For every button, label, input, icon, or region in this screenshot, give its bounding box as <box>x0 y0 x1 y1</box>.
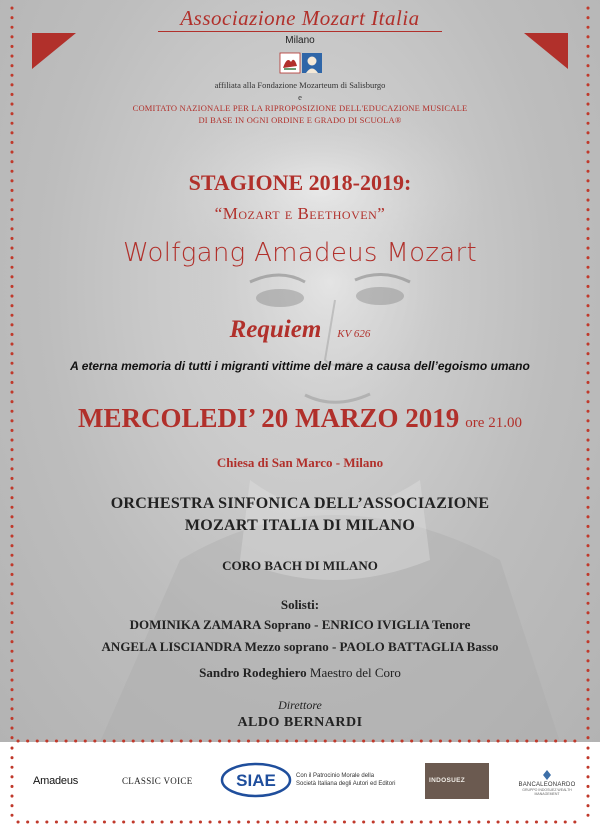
season-title: STAGIONE 2018-2019: <box>188 170 412 195</box>
work-title: Requiem <box>229 316 322 343</box>
event-venue: Chiesa di San Marco - Milano <box>216 455 384 470</box>
sponsor-indosuez-logo <box>425 763 489 799</box>
work-title-line <box>0 316 600 344</box>
conjunction-text: e <box>298 92 302 102</box>
soloists-line-1: DOMINIKA ZAMARA Soprano - ENRICO IVIGLIA Tenore <box>129 617 471 632</box>
soloists-line-2: ANGELA LISCIANDRA Mezzo soprano - PAOLO BATTAGLIA Basso <box>101 639 499 654</box>
association-logos <box>279 52 323 74</box>
composer-name: Wolfgang Amadeus Mozart <box>123 238 477 268</box>
sponsor-classic-voice-logo: CLASSIC VOICE <box>122 776 193 786</box>
event-date-line <box>0 403 600 434</box>
choir-master-name: Sandro Rodeghiero <box>199 665 307 680</box>
director-label: Direttore <box>278 698 322 712</box>
patronage-line-2: Società Italiana degli Autori ed Editori <box>296 781 396 787</box>
event-time: ore 21.00 <box>465 415 522 431</box>
association-city: Milano <box>285 35 315 46</box>
sponsor-bancaleonardo-logo <box>514 772 580 796</box>
soloists-label: Solisti: <box>280 597 320 612</box>
sponsor-siae-logo <box>220 762 292 798</box>
affiliation-text: affiliata alla Fondazione Mozarteum di Salisburgo <box>214 80 386 90</box>
association-name: Associazione Mozart Italia <box>180 6 420 30</box>
patronage-text <box>296 772 406 788</box>
choir-master-line <box>0 665 600 681</box>
bancaleonardo-subtitle: GRUPPO INDOSUEZ WEALTH MANAGEMENT <box>522 788 572 796</box>
bancaleonardo-mark-icon <box>542 770 552 780</box>
committee-line-2: DI BASE IN OGNI ORDINE E GRADO DI SCUOLA® <box>198 115 402 125</box>
season-subtitle: “Mozart e Beethoven” <box>214 204 386 223</box>
orchestra-line-2: MOZART ITALIA DI MILANO <box>184 517 416 534</box>
siae-logo-text: SIAE <box>236 771 276 790</box>
committee-line-1: COMITATO NAZIONALE PER LA RIPROPOSIZIONE DELL'EDUCAZIONE MUSICALE <box>132 103 468 113</box>
director-name: ALDO BERNARDI <box>237 715 363 730</box>
choir-name: CORO BACH DI MILANO <box>222 558 378 573</box>
choir-master-role: Maestro del Coro <box>309 665 401 680</box>
work-catalogue: KV 626 <box>337 328 371 340</box>
patronage-line-1: Con il Patrocinio Morale della <box>296 773 375 779</box>
bancaleonardo-name: BANCALEONARDO <box>518 782 576 788</box>
dedication-text: A eterna memoria di tutti i migranti vittime del mare a causa dell’egoismo umano <box>70 359 530 373</box>
event-date: MERCOLEDI’ 20 MARZO 2019 <box>78 403 460 433</box>
indosuez-logo-text: INDOSUEZ <box>429 777 465 784</box>
orchestra-line-1: ORCHESTRA SINFONICA DELL’ASSOCIAZIONE <box>110 495 490 512</box>
sponsor-amadeus-logo: Amadeus <box>33 775 79 787</box>
association-underline <box>158 31 442 32</box>
